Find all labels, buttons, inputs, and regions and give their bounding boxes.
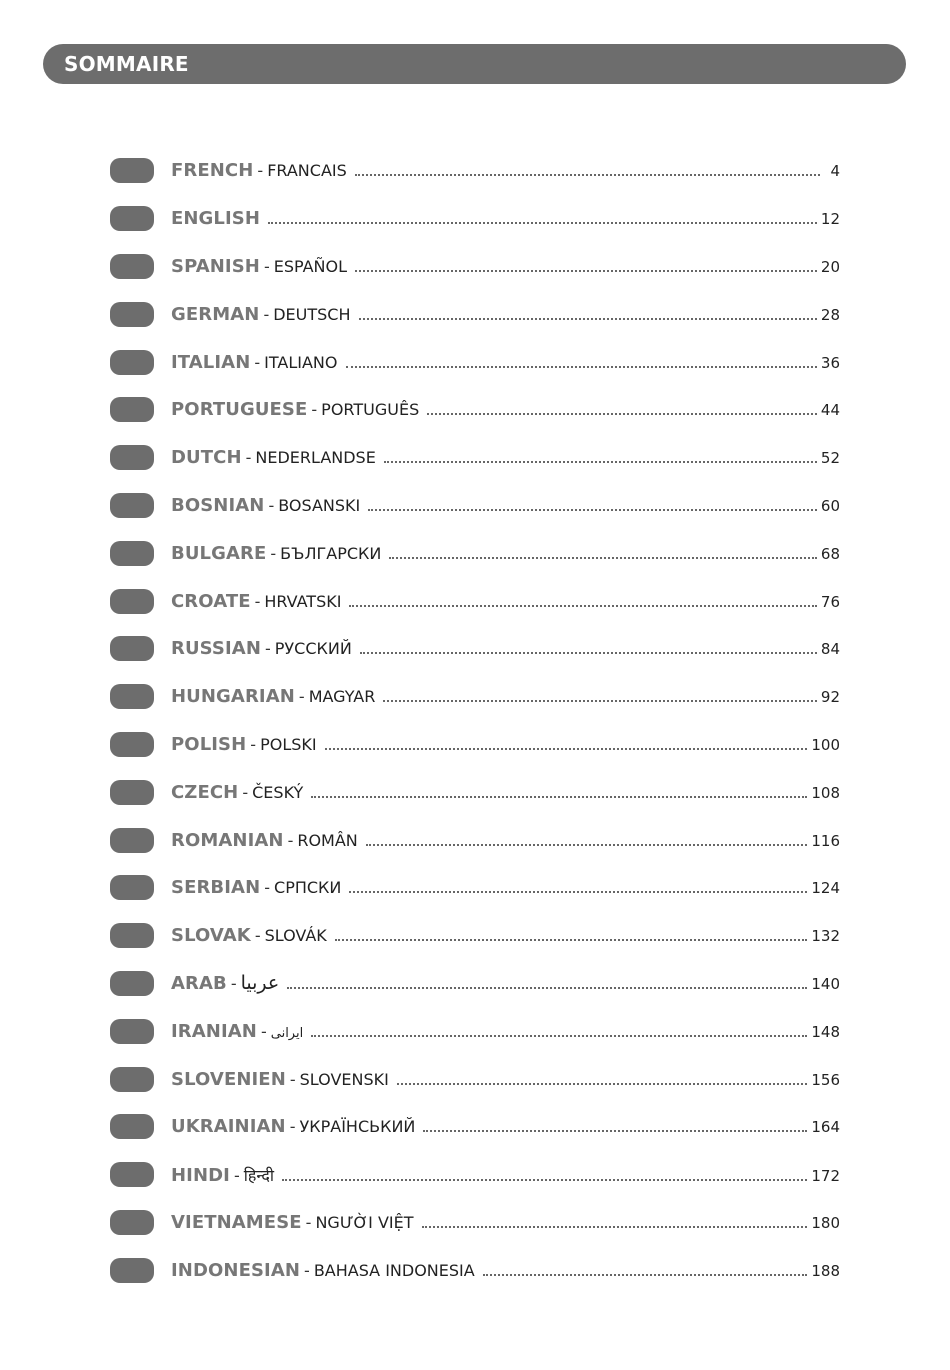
native-language-name: УКРАЇНСЬКИЙ: [299, 1117, 416, 1137]
native-language-name: MAGYAR: [308, 687, 376, 707]
language-name: FRENCH: [171, 160, 254, 182]
toc-entry[interactable]: [110, 1151, 840, 1199]
language-name: SLOVENIEN: [171, 1068, 286, 1090]
native-language-name: HRVATSKI: [264, 591, 342, 611]
native-language-name: PORTUGUÊS: [321, 400, 420, 420]
language-name: SERBIAN: [171, 877, 261, 899]
section-tab-marker: [110, 780, 154, 805]
dot-leader: [383, 699, 817, 702]
section-tab-marker: [110, 302, 154, 327]
page-number: 100: [811, 735, 840, 754]
section-tab-marker: [110, 254, 154, 279]
page-number: 4: [830, 162, 840, 181]
section-tab-marker: [110, 828, 154, 853]
separator: -: [254, 926, 261, 946]
page-number: 172: [811, 1166, 840, 1185]
toc-entry-text: [171, 160, 840, 181]
language-name: HUNGARIAN: [171, 686, 295, 708]
toc-entry[interactable]: [110, 1103, 840, 1151]
native-language-name: SLOVENSKI: [299, 1069, 389, 1089]
language-name: CROATE: [171, 590, 251, 612]
separator: -: [305, 1212, 312, 1232]
toc-entry[interactable]: [110, 673, 840, 721]
dot-leader: [349, 890, 807, 893]
toc-entry-text: [171, 208, 840, 229]
toc-entry-text: [171, 1069, 840, 1090]
section-tab-marker: [110, 1210, 154, 1235]
toc-entry-text: [171, 543, 840, 564]
toc-entry-text: [171, 1116, 840, 1137]
language-name: IRANIAN: [171, 1020, 257, 1042]
toc-entry[interactable]: [110, 625, 840, 673]
dot-leader: [268, 221, 817, 224]
page-number: 132: [811, 927, 840, 946]
toc-entry-text: [171, 877, 840, 898]
section-tab-marker: [110, 350, 154, 375]
separator: -: [304, 1260, 310, 1280]
native-language-name: NEDERLANDSE: [255, 448, 376, 468]
toc-entry[interactable]: [110, 434, 840, 482]
native-language-name: BOSANSKI: [278, 495, 361, 515]
dot-leader: [360, 651, 817, 654]
dot-leader: [483, 1273, 808, 1276]
section-tab-marker: [110, 923, 154, 948]
section-tab-marker: [110, 1162, 154, 1187]
dot-leader: [355, 269, 817, 272]
page-number: 92: [820, 688, 840, 707]
native-language-name: FRANCAIS: [267, 161, 347, 181]
toc-entry[interactable]: [110, 960, 840, 1008]
native-language-name: عربيا: [240, 972, 280, 995]
separator: -: [263, 256, 270, 276]
toc-entry-text: [171, 352, 840, 373]
language-name: BULGARE: [171, 542, 267, 564]
section-tab-marker: [110, 589, 154, 614]
separator: -: [257, 161, 264, 181]
section-tab-marker: [110, 1258, 154, 1283]
page-number: 164: [811, 1118, 840, 1137]
language-name: BOSNIAN: [171, 494, 265, 516]
toc-entry[interactable]: [110, 816, 840, 864]
toc-entry-text: [171, 304, 840, 325]
native-language-name: СРПСКИ: [274, 878, 342, 898]
native-language-name: ايرانى: [270, 1025, 304, 1041]
toc-entry[interactable]: [110, 529, 840, 577]
section-tab-marker: [110, 397, 154, 422]
language-name: VIETNAMESE: [171, 1211, 302, 1233]
page-number: 148: [811, 1022, 840, 1041]
toc-entry[interactable]: [110, 386, 840, 434]
toc-entry[interactable]: [110, 721, 840, 769]
toc-entry[interactable]: [110, 338, 840, 386]
toc-entry[interactable]: [110, 482, 840, 530]
page-number: 36: [820, 353, 840, 372]
separator: -: [263, 304, 270, 324]
toc-entry-text: [171, 686, 840, 707]
language-name: SLOVAK: [171, 925, 251, 947]
page-number: 180: [811, 1213, 840, 1232]
language-name: SPANISH: [171, 255, 260, 277]
dot-leader: [368, 508, 817, 511]
section-tab-marker: [110, 1067, 154, 1092]
page-number: 108: [811, 783, 840, 802]
toc-entry[interactable]: [110, 864, 840, 912]
toc-entry-text: [171, 1021, 840, 1042]
language-name: ARAB: [171, 973, 227, 995]
separator: -: [254, 352, 261, 372]
page-title: SOMMAIRE: [64, 52, 189, 76]
language-name: INDONESIAN: [171, 1259, 301, 1281]
toc-entry-text: [171, 925, 840, 946]
section-tab-marker: [110, 493, 154, 518]
header-bar: [43, 44, 906, 84]
toc-entry-text: [171, 830, 840, 851]
section-tab-marker: [110, 206, 154, 231]
page-number: 124: [811, 879, 840, 898]
native-language-name: हिन्दी: [243, 1165, 274, 1185]
dot-leader: [287, 986, 807, 989]
page-number: 140: [811, 975, 840, 994]
language-name: CZECH: [171, 781, 239, 803]
native-language-name: NGƯỜI VIỆT: [315, 1212, 414, 1232]
language-name: POLISH: [171, 733, 247, 755]
page-number: 188: [811, 1261, 840, 1280]
dot-leader: [359, 317, 817, 320]
separator: -: [268, 495, 275, 515]
page-number: 44: [820, 401, 840, 420]
section-tab-marker: [110, 541, 154, 566]
section-tab-marker: [110, 1019, 154, 1044]
toc-entry-text: [171, 1164, 840, 1186]
separator: -: [298, 687, 305, 707]
toc-entry[interactable]: [110, 577, 840, 625]
toc-entry[interactable]: [110, 243, 840, 291]
separator: -: [233, 1165, 240, 1185]
toc-entry[interactable]: [110, 768, 840, 816]
page-number: 84: [820, 640, 840, 659]
separator: -: [264, 878, 271, 898]
dot-leader: [397, 1082, 808, 1085]
dot-leader: [427, 412, 817, 415]
toc-entry-text: [171, 734, 840, 755]
dot-leader: [325, 747, 808, 750]
separator: -: [265, 639, 271, 659]
dot-leader: [311, 795, 807, 798]
page-number: 28: [820, 305, 840, 324]
toc-entry-text: [171, 399, 840, 420]
dot-leader: [423, 1129, 807, 1132]
section-tab-marker: [110, 158, 154, 183]
table-of-contents: [110, 147, 840, 1294]
native-language-name: ČESKÝ: [252, 782, 304, 802]
page-number: 68: [820, 544, 840, 563]
native-language-name: РУССКИЙ: [274, 639, 352, 659]
language-name: UKRAINIAN: [171, 1116, 286, 1138]
separator: -: [260, 1021, 267, 1041]
section-tab-marker: [110, 732, 154, 757]
section-tab-marker: [110, 636, 154, 661]
separator: -: [287, 830, 294, 850]
toc-entry[interactable]: [110, 1007, 840, 1055]
toc-entry[interactable]: [110, 147, 840, 195]
page-number: 12: [820, 210, 840, 229]
toc-entry-text: [171, 972, 840, 994]
toc-entry[interactable]: [110, 195, 840, 243]
dot-leader: [355, 173, 820, 176]
toc-entry-text: [171, 1212, 840, 1233]
toc-entry-text: [171, 591, 840, 612]
toc-entry-text: [171, 447, 840, 468]
separator: -: [245, 448, 252, 468]
separator: -: [311, 400, 318, 420]
dot-leader: [422, 1225, 808, 1228]
toc-entry[interactable]: [110, 1246, 840, 1294]
language-name: ITALIAN: [171, 351, 251, 373]
separator: -: [250, 734, 257, 754]
separator: -: [230, 974, 237, 994]
native-language-name: SLOVÁK: [264, 926, 327, 946]
native-language-name: BAHASA INDONESIA: [313, 1260, 475, 1280]
page-number: 20: [820, 257, 840, 276]
toc-entry[interactable]: [110, 912, 840, 960]
native-language-name: ROMÂN: [297, 830, 358, 850]
page-number: 156: [811, 1070, 840, 1089]
separator: -: [289, 1069, 296, 1089]
page-number: 60: [820, 496, 840, 515]
dot-leader: [389, 556, 817, 559]
dot-leader: [311, 1034, 807, 1037]
language-name: RUSSIAN: [171, 638, 261, 660]
toc-entry-text: [171, 256, 840, 277]
native-language-name: БЪЛГАРСКИ: [280, 543, 382, 563]
native-language-name: DEUTSCH: [273, 304, 351, 324]
language-name: ROMANIAN: [171, 829, 284, 851]
dot-leader: [282, 1178, 807, 1181]
dot-leader: [384, 460, 817, 463]
separator: -: [242, 782, 249, 802]
toc-entry-text: [171, 782, 840, 803]
native-language-name: ESPAÑOL: [273, 256, 348, 276]
section-tab-marker: [110, 445, 154, 470]
section-tab-marker: [110, 684, 154, 709]
toc-entry-text: [171, 495, 840, 516]
section-tab-marker: [110, 875, 154, 900]
page-number: 52: [820, 449, 840, 468]
language-name: HINDI: [171, 1164, 230, 1186]
toc-entry[interactable]: [110, 1055, 840, 1103]
toc-entry-text: [171, 1260, 840, 1281]
dot-leader: [366, 843, 808, 846]
page-number: 116: [811, 831, 840, 850]
section-tab-marker: [110, 971, 154, 996]
separator: -: [254, 591, 261, 611]
page-number: 76: [820, 592, 840, 611]
section-tab-marker: [110, 1114, 154, 1139]
separator: -: [289, 1117, 296, 1137]
dot-leader: [349, 604, 816, 607]
language-name: PORTUGUESE: [171, 399, 308, 421]
language-name: ENGLISH: [171, 208, 261, 230]
native-language-name: POLSKI: [260, 734, 317, 754]
dot-leader: [335, 938, 808, 941]
separator: -: [270, 543, 277, 563]
language-name: DUTCH: [171, 447, 242, 469]
dot-leader: [346, 365, 817, 368]
toc-entry-text: [171, 638, 840, 659]
language-name: GERMAN: [171, 303, 260, 325]
native-language-name: ITALIANO: [264, 352, 338, 372]
toc-entry[interactable]: [110, 1199, 840, 1247]
toc-entry[interactable]: [110, 290, 840, 338]
